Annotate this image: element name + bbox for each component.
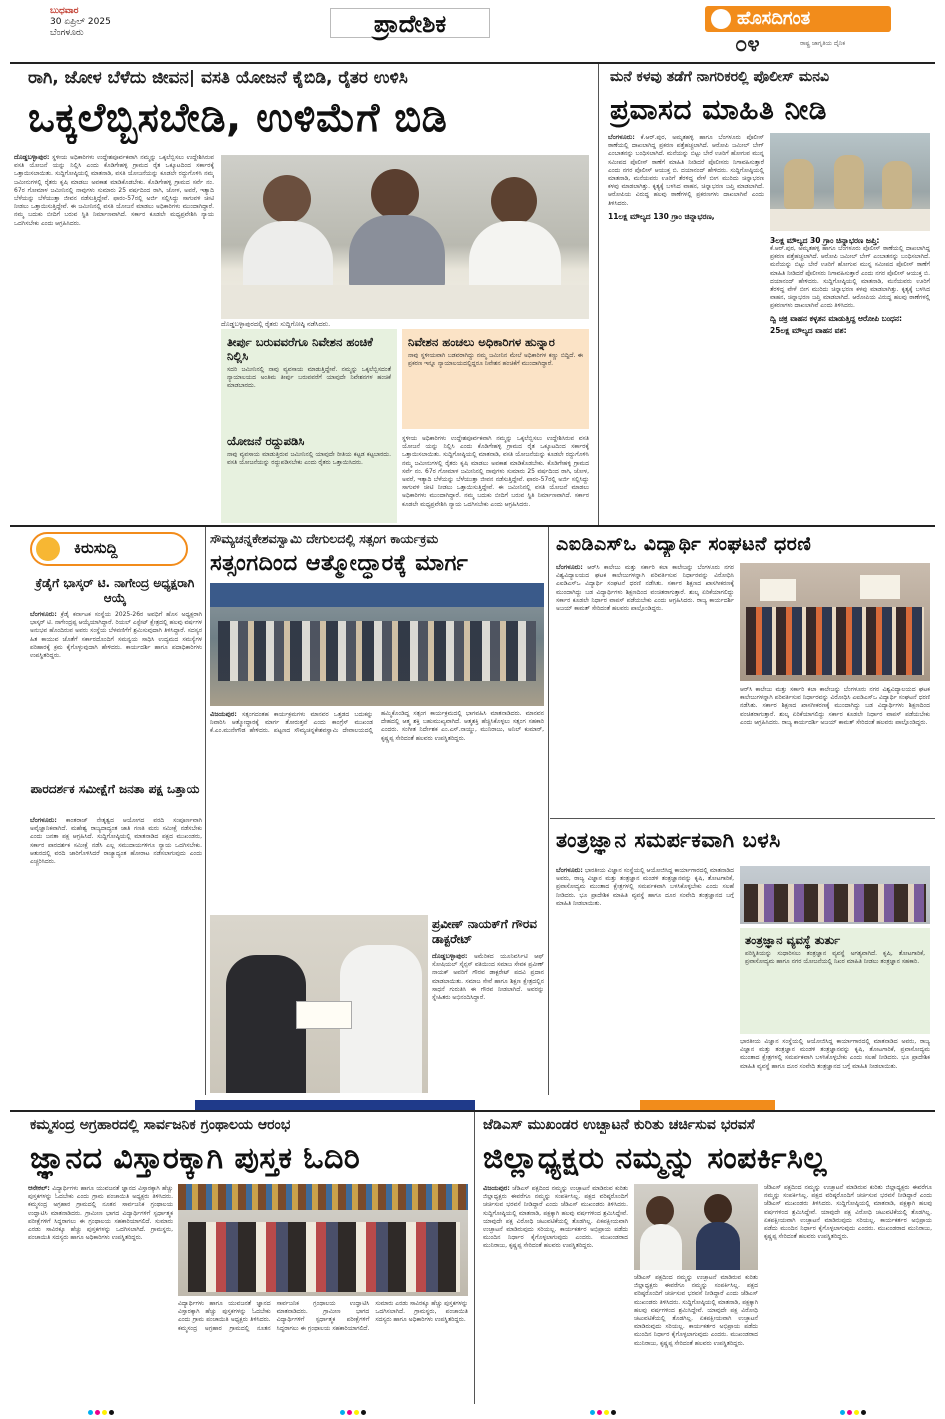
kirusuddi-item2-title: ಪಾರದರ್ಶಕ ಸಮೀಕ್ಷೆಗೆ ಜನತಾ ಪಕ್ಷ ಒತ್ತಾಯ — [30, 782, 200, 796]
section-title: ಪ್ರಾದೇಶಿಕ — [330, 8, 490, 38]
masthead-rule — [10, 62, 935, 64]
masthead-city: ಬೆಂಗಳೂರು — [50, 28, 84, 38]
story4-body: ಅಮೆರಿಕದ ಯೂನಿವರ್ಸಿಟಿ ಆಫ್ ಸೋಷಿಯಲ್ ಸೈನ್ಸಸ್ ವತಿಯಿಂದ ಸಮಾಜ ಸೇವಕ ಪ್ರವೀಣ್ ನಾಯಕ್ ಅವರಿಗೆ ಗೌರವ ಡಾಕ್ಟರೇಟ್ ಪದವಿ ಪ್ರದಾನ ಮಾಡಲಾಯಿತು. ಸಮಾಜ ಸೇವೆ ಹಾಗೂ ಶಿಕ್ಷಣ ಕ್ಷೇತ್ರದಲ್ಲಿನ ಸಾಧನೆ ಗುರುತಿಸಿ ಈ ಗೌರವ ನೀಡಲಾಗಿದೆ. ಅವರನ್ನು ಸ್ನೇಹಿತರು ಅಭಿನಂದಿಸಿದ್ದಾರೆ. — [432, 953, 544, 1002]
story8-headline: ಜಿಲ್ಲಾಧ್ಯಕ್ಷರು ನಮ್ಮನ್ನು ಸಂಪರ್ಕಿಸಿಲ್ಲ — [483, 1141, 827, 1176]
certificate — [296, 1001, 352, 1029]
row1-rule — [10, 525, 935, 527]
registration-marks — [590, 1410, 616, 1415]
story7-photo — [178, 1184, 468, 1296]
story3-body-block — [210, 710, 544, 915]
person-silhouette — [371, 169, 419, 219]
story3-headline: ಸತ್ಸಂಗದಿಂದ ಆತ್ಮೋದ್ಧಾರಕ್ಕೆ ಮಾರ್ಗ — [210, 551, 469, 576]
pointing-hand-icon — [36, 537, 60, 561]
story2-body-col2 — [770, 236, 930, 523]
placard — [860, 575, 900, 599]
story3-body: ಸತ್ಸಂಗದಂತಹ ಕಾರ್ಯಕ್ರಮಗಳು ಮಾನವರ ಒತ್ತಡದ ಬದುಕನ್ನು ನಿವಾರಿಸಿ ಆತ್ಮೋದ್ಧಾರಕ್ಕೆ ಮಾರ್ಗ ತೋರುತ್ತವೆ ಎಂದು ಕಾಂಗ್ರೆಸ್ ಮುಖಂಡ ಕೆ.ಎಂ.ಮುನೇಗೌಡ ಹೇಳಿದರು. ಪಟ್ಟಣದ ಸೌಮ್ಯಚನ್ನಕೇಶವಸ್ವಾಮಿ ದೇವಾಲಯದಲ್ಲಿ ಹಮ್ಮಿಕೊಂಡಿದ್ದ ಸತ್ಸಂಗ ಕಾರ್ಯಕ್ರಮದಲ್ಲಿ ಭಾಗವಹಿಸಿ ಮಾತನಾಡಿದರು. ಮಾನವನ ದೇಹದಲ್ಲಿ ಆತ್ಮ ಶಕ್ತಿ ಬಹುಮುಖ್ಯವಾಗಿದೆ. ಆತ್ಮಶಕ್ತಿ ಹೆಚ್ಚಿಸಿಕೊಳ್ಳಲು ಸತ್ಸಂಗ ಸಹಕಾರಿ ಎಂದರು. ಸಂಗೀತ ನಿರ್ದೇಶಕ ಎಂ.ಎಸ್.ನಾಯ್ಡು, ಮುನಿರಾಜು, ಅನಿಲ್ ಕುಮಾರ್, ಕೃಷ್ಣಪ್ಪ ಸೇರಿದಂತೆ ಹಲವರು ಉಪಸ್ಥಿತರಿದ್ದರು. — [210, 710, 544, 742]
story8-kicker: ಜೆಡಿಎಸ್ ಮುಖಂಡರ ಉಚ್ಛಾಟನೆ ಕುರಿತು ಚರ್ಚಿಸುವ ಭರವಸೆ — [483, 1117, 755, 1133]
story8-body-continued-2: ಜೆಡಿಎಸ್ ಪಕ್ಷದಿಂದ ನಮ್ಮನ್ನು ಉಚ್ಛಾಟನೆ ಮಾಡಿರುವ ಕುರಿತು ಜಿಲ್ಲಾಧ್ಯಕ್ಷರು ಈವರೆಗೂ ನಮ್ಮನ್ನು ಸಂಪರ್ಕಿಸಿಲ್ಲ. ಪಕ್ಷದ ವರಿಷ್ಠರೊಂದಿಗೆ ಚರ್ಚಿಸುವ ಭರವಸೆ ನೀಡಿದ್ದಾರೆ ಎಂದು ಜೆಡಿಎಸ್ ಮುಖಂಡರು ತಿಳಿಸಿದರು. ಸುದ್ದಿಗೋಷ್ಠಿಯಲ್ಲಿ ಮಾತನಾಡಿ, ಪಕ್ಷಕ್ಕಾಗಿ ಹಲವು ವರ್ಷಗಳಿಂದ ಶ್ರಮಿಸಿದ್ದೇವೆ. ಯಾವುದೇ ಪಕ್ಷ ವಿರೋಧಿ ಚಟುವಟಿಕೆಯಲ್ಲಿ ತೊಡಗಿಲ್ಲ. ಏಕಪಕ್ಷೀಯವಾಗಿ ಉಚ್ಛಾಟನೆ ಮಾಡಿರುವುದು ಸರಿಯಲ್ಲ. ಕಾರ್ಯಕರ್ತರ ಅಭಿಪ್ರಾಯ ಪಡೆದು ಮುಂದಿನ ನಿರ್ಧಾರ ಕೈಗೊಳ್ಳಲಾಗುವುದು ಎಂದರು. ಮುಖಂಡರಾದ ಮುನಿರಾಜು, ಕೃಷ್ಣಪ್ಪ ಸೇರಿದಂತೆ ಹಲವರು ಉಪಸ್ಥಿತರಿದ್ದರು. — [764, 1184, 932, 1241]
story6-box — [740, 928, 930, 1034]
story8-body-col3 — [764, 1184, 932, 1402]
story8-body-col1 — [483, 1184, 628, 1402]
date-block — [50, 6, 140, 39]
story1-box1-title: ತೀರ್ಪು ಬರುವವರೆಗೂ ನಿವೇಶನ ಹಂಚಿಕೆ ನಿಲ್ಲಿಸಿ — [227, 335, 373, 363]
kirusuddi-banner — [30, 532, 188, 566]
graduate-figure — [340, 945, 422, 1093]
kirusuddi-item2-body: ಕಾಂತರಾಜ್ ನೇತೃತ್ವದ ಆಯೋಗದ ವರದಿ ಸಂಪೂರ್ಣವಾಗಿ ಅವೈಜ್ಞಾನಿಕವಾಗಿದೆ. ಮಹೇಶ್ವ ರಾಜ್ಯದಾದ್ಯಂತ ಜಾತಿ ಗಣತಿ ಮರು ಸಮೀಕ್ಷೆ ನಡೆಸಬೇಕು ಎಂದು ಜನತಾ ಪಕ್ಷ ಆಗ್ರಹಿಸಿದೆ. ಸುದ್ದಿಗೋಷ್ಠಿಯಲ್ಲಿ ಮಾತನಾಡಿದ ಪಕ್ಷದ ಮುಖಂಡರು, ಸರ್ಕಾರ ಪಾರದರ್ಶಕ ಸಮೀಕ್ಷೆ ನಡೆಸಿ ಎಲ್ಲ ಸಮುದಾಯಗಳಿಗೂ ನ್ಯಾಯ ಒದಗಿಸಬೇಕು. ಆತುರದಲ್ಲಿ ವರದಿ ಜಾರಿಗೊಳಿಸಿದರೆ ರಾಜ್ಯಾದ್ಯಂತ ಹೋರಾಟ ನಡೆಸಲಾಗುವುದು ಎಂದು ಎಚ್ಚರಿಸಿದರು. — [30, 817, 202, 866]
registration-marks — [88, 1410, 114, 1415]
story1-photo-caption: ದೊಡ್ಡಬಳ್ಳಾಪುರದಲ್ಲಿ ರೈತರು ಸುದ್ದಿಗೋಷ್ಠಿ ನಡೆಸಿದರು. — [221, 320, 331, 328]
story5-photo — [740, 563, 930, 681]
story6-dateline: ಬೆಂಗಳೂರು: — [556, 866, 583, 874]
story6-body-col2 — [740, 1038, 930, 1093]
story2-sub2: 3ಲಕ್ಷ ಮೌಲ್ಯದ 30 ಗ್ರಾಂ ಚಿನ್ನಾಭರಣ ಜಪ್ತಿ: — [770, 236, 880, 245]
story6-body: ಭಾರತೀಯ ವಿಜ್ಞಾನ ಸಂಸ್ಥೆಯಲ್ಲಿ ಆಯೋಜಿಸಿದ್ದ ಕಾರ್ಯಾಗಾರದಲ್ಲಿ ಮಾತನಾಡಿದ ಅವರು, ರಾಜ್ಯ ವಿಜ್ಞಾನ ಮತ್ತು ತಂತ್ರಜ್ಞಾನ ಮಂಡಳಿ ತಂತ್ರಜ್ಞಾನವನ್ನು ಕೃಷಿ, ತೋಟಗಾರಿಕೆ, ಪ್ರವಾಸೋದ್ಯಮ ಮುಂತಾದ ಕ್ಷೇತ್ರಗಳಲ್ಲಿ ಸಮರ್ಪಕವಾಗಿ ಬಳಸಿಕೊಳ್ಳಬೇಕು ಎಂದು ಸಲಹೆ ನೀಡಿದರು. ಭೂ ಪ್ರಾದೇಶಿಕ ಮಾಹಿತಿ ವ್ಯವಸ್ಥೆ ಹಾಗೂ ದೂರ ಸಂವೇದಿ ತಂತ್ರಜ್ಞಾನದ ಬಗ್ಗೆ ಮಾಹಿತಿ ನೀಡಲಾಯಿತು. — [556, 867, 734, 907]
page-number: ೦೪ — [735, 32, 760, 57]
kirusuddi-label: ಕಿರುಸುದ್ದಿ — [74, 539, 118, 557]
story7-headline: ಜ್ಞಾನದ ವಿಸ್ತಾರಕ್ಕಾಗಿ ಪುಸ್ತಕ ಓದಿರಿ — [30, 1141, 361, 1176]
story8-body-col2 — [634, 1274, 758, 1402]
story2-sub4: 25ಲಕ್ಷ ಮೌಲ್ಯದ ವಾಹನ ವಶ: — [770, 325, 847, 335]
story1-box-green — [221, 329, 397, 523]
story1-box2-body: ನಾವು ವ್ಯವಸಾಯ ಮಾಡುತ್ತಿರುವ ಜಮೀನಿನಲ್ಲಿ ಯಾವುದೇ ರೀತಿಯ ಕಟ್ಟಡ ಕಟ್ಟಬಾರದು. ವಸತಿ ಯೋಜನೆಯನ್ನು ರದ್ದುಪಡಿಸಬೇಕು ಎಂದು ರೈತರು ಒತ್ತಾಯಿಸಿದರು. — [227, 451, 391, 467]
graduate-figure — [226, 955, 306, 1093]
person-silhouette — [646, 1196, 674, 1226]
person-silhouette — [349, 215, 445, 289]
story5-body: ಆರ್‌ಸಿ ಕಾಲೇಜು ಮತ್ತು ಸರ್ಕಾರಿ ಕಲಾ ಕಾಲೇಜನ್ನು ಬೆಂಗಳೂರು ನಗರ ವಿಶ್ವವಿದ್ಯಾಲಯದ ಘಟಕ ಕಾಲೇಜುಗಳನ್ನಾಗಿ ಪರಿವರ್ತಿಸುವ ನಿರ್ಧಾರವನ್ನು ವಿರೋಧಿಸಿ ಎಐಡಿಎಸ್ಒ ವಿದ್ಯಾರ್ಥಿ ಸಂಘಟನೆ ಧರಣಿ ನಡೆಸಿತು. ಸರ್ಕಾರ ಶಿಕ್ಷಣದ ಖಾಸಗೀಕರಣಕ್ಕೆ ಮುಂದಾಗಿದ್ದು ಬಡ ವಿದ್ಯಾರ್ಥಿಗಳು ಶಿಕ್ಷಣದಿಂದ ವಂಚಿತರಾಗುತ್ತಾರೆ. ಶುಲ್ಕ ಏರಿಕೆಯಾಗಲಿದ್ದು ಸರ್ಕಾರ ಕೂಡಲೇ ನಿರ್ಧಾರ ವಾಪಸ್ ಪಡೆಯಬೇಕು ಎಂದು ಆಗ್ರಹಿಸಿದರು. ರಾಜ್ಯ ಕಾರ್ಯದರ್ಶಿ ಅಜಯ್ ಕಾಮತ್ ಸೇರಿದಂತೆ ಹಲವರು ಪಾಲ್ಗೊಂಡಿದ್ದರು. — [556, 564, 734, 613]
story6-box-title: ತಂತ್ರಜ್ಞಾನ ವ್ಯವಸ್ಥೆ ತುರ್ತು — [745, 933, 841, 947]
masthead — [0, 0, 945, 62]
story5-kicker: ಎಐಡಿಎಸ್ಒ ವಿದ್ಯಾರ್ಥಿ ಸಂಘಟನೆ ಧರಣಿ — [556, 533, 812, 555]
story7-body-col1 — [28, 1184, 173, 1402]
story7-kicker: ಕಮ್ಮಸಂದ್ರ ಅಗ್ರಹಾರದಲ್ಲಿ ಸಾರ್ವಜನಿಕ ಗ್ರಂಥಾಲಯ ಆರಂಭ — [30, 1117, 291, 1133]
story2-kicker: ಮನೆ ಕಳವು ತಡೆಗೆ ನಾಗರಿಕರಲ್ಲಿ ಪೊಲೀಸ್ ಮನವಿ — [610, 69, 830, 85]
story8-dateline: ವಿಜಯಪುರ: — [483, 1184, 510, 1192]
kirusuddi-item1-body: ಕ್ರೆಡೈ ಕರ್ನಾಟಕ ಸಂಸ್ಥೆಯ 2025-26ರ ಅವಧಿಗೆ ಹೊಸ ಅಧ್ಯಕ್ಷರಾಗಿ ಭಾಸ್ಕರ್ ಟಿ. ನಾಗೇಂದ್ರಪ್ಪ ಆಯ್ಕೆಯಾಗಿದ್ದಾರೆ. ರಿಯಲ್ ಎಸ್ಟೇಟ್ ಕ್ಷೇತ್ರದಲ್ಲಿ ಹಲವು ವರ್ಷಗಳ ಅನುಭವ ಹೊಂದಿರುವ ಅವರು ಸಂಸ್ಥೆಯ ಬೆಳವಣಿಗೆಗೆ ಶ್ರಮಿಸುವುದಾಗಿ ತಿಳಿಸಿದ್ದಾರೆ. ಸದಸ್ಯರ ಹಿತ ಕಾಯುವ ಜೊತೆಗೆ ಸರ್ಕಾರದೊಂದಿಗೆ ಸಮನ್ವಯ ಸಾಧಿಸಿ ಉದ್ಯಮದ ಸಮಸ್ಯೆಗಳ ಪರಿಹಾರಕ್ಕೆ ಕ್ರಮ ಕೈಗೊಳ್ಳುವುದಾಗಿ ಹೇಳಿದರು. ಕಾರ್ಯದರ್ಶಿ ಹಾಗೂ ಪದಾಧಿಕಾರಿಗಳು ಉಪಸ್ಥಿತರಿದ್ದರು. — [30, 611, 202, 660]
story1-photo — [221, 155, 589, 319]
story5-body-continued: ಆರ್‌ಸಿ ಕಾಲೇಜು ಮತ್ತು ಸರ್ಕಾರಿ ಕಲಾ ಕಾಲೇಜನ್ನು ಬೆಂಗಳೂರು ನಗರ ವಿಶ್ವವಿದ್ಯಾಲಯದ ಘಟಕ ಕಾಲೇಜುಗಳನ್ನಾಗಿ ಪರಿವರ್ತಿಸುವ ನಿರ್ಧಾರವನ್ನು ವಿರೋಧಿಸಿ ಎಐಡಿಎಸ್ಒ ವಿದ್ಯಾರ್ಥಿ ಸಂಘಟನೆ ಧರಣಿ ನಡೆಸಿತು. ಸರ್ಕಾರ ಶಿಕ್ಷಣದ ಖಾಸಗೀಕರಣಕ್ಕೆ ಮುಂದಾಗಿದ್ದು ಬಡ ವಿದ್ಯಾರ್ಥಿಗಳು ಶಿಕ್ಷಣದಿಂದ ವಂಚಿತರಾಗುತ್ತಾರೆ. ಶುಲ್ಕ ಏರಿಕೆಯಾಗಲಿದ್ದು ಸರ್ಕಾರ ಕೂಡಲೇ ನಿರ್ಧಾರ ವಾಪಸ್ ಪಡೆಯಬೇಕು ಎಂದು ಆಗ್ರಹಿಸಿದರು. ರಾಜ್ಯ ಕಾರ್ಯದರ್ಶಿ ಅಜಯ್ ಕಾಮತ್ ಸೇರಿದಂತೆ ಹಲವರು ಪಾಲ್ಗೊಂಡಿದ್ದರು. — [740, 686, 930, 726]
story1-body-col1 — [14, 153, 214, 523]
story1-headline: ಒಕ್ಕಲೆಬ್ಬಿಸಬೇಡಿ, ಉಳಿಮೆಗೆ ಬಿಡಿ — [28, 95, 448, 141]
story1-dateline: ದೊಡ್ಡಬಳ್ಳಾಪುರ: — [14, 153, 50, 161]
story2-headline: ಪ್ರವಾಸದ ಮಾಹಿತಿ ನೀಡಿ — [610, 93, 827, 126]
story1-body-continued: ಸ್ಥಳೀಯ ಅಧಿಕಾರಿಗಳು ಉದ್ದೇಶಪೂರ್ವಕವಾಗಿ ನಮ್ಮನ್ನು ಒಕ್ಕಲೆಬ್ಬಿಸಲು ಉದ್ದೇಶಿಸಿರುವ ವಸತಿ ಯೋಜನೆ ಯನ್ನು ನಿಲ್ಲಿಸಿ ಎಂದು ಕೊಡಿಗೇಹಳ್ಳಿ ಗ್ರಾಮದ ರೈತ ಒಕ್ಕೂಟದಿಂದ ಸರ್ಕಾರಕ್ಕೆ ಒತ್ತಾಯಿಸಲಾಯಿತು. ಸುದ್ದಿಗೋಷ್ಠಿಯಲ್ಲಿ ಮಾತನಾಡಿ, ವಸತಿ ಯೋಜನೆಯನ್ನು ಕೂಡಲೇ ರದ್ದುಗೊಳಿಸಿ ನಮ್ಮ ಜಮೀನುಗಳಲ್ಲಿ ರೈತರು ಕೃಷಿ ಮಾಡಲು ಅವಕಾಶ ಮಾಡಿಕೊಡಬೇಕು. ಕೊಡಿಗೇಹಳ್ಳಿ ಗ್ರಾಮದ ಸರ್ವೆ ನಂ. 67ರ ಗೋಮಾಳ ಜಮೀನಿನಲ್ಲಿ ನಾವುಗಳು ಸುಮಾರು 25 ವರ್ಷದಿಂದ ರಾಗಿ, ಜೋಳ, ಅವರೆ, ಇತ್ಯಾದಿ ಬೆಳೆಯನ್ನು ಬೆಳೆಯುತ್ತಾ ಜೀವನ ನಡೆಸುತ್ತಿದ್ದೇವೆ. ಫಾರಂ-57ರಲ್ಲಿ ಅರ್ಜಿ ಸಲ್ಲಿಸಿದ್ದು ಸಾಗುವಳಿ ಚೀಟಿ ನೀಡಲು ಒತ್ತಾಯಿಸುತ್ತಿದ್ದೇವೆ. ಈ ಜಮೀನಿನಲ್ಲಿ ವಸತಿ ಯೋಜನೆ ಮಾಡಲು ಅಧಿಕಾರಿಗಳು ಮುಂದಾಗಿದ್ದಾರೆ. ನಮ್ಮ ಬದುಕು ಬೀದಿಗೆ ಬರುವ ಸ್ಥಿತಿ ನಿರ್ಮಾಣವಾಗಿದೆ. ಸರ್ಕಾರ ಕೂಡಲೇ ಮಧ್ಯಪ್ರವೇಶಿಸಿ ನ್ಯಾಯ ಒದಗಿಸಬೇಕು ಎಂದು ಆಗ್ರಹಿಸಿದರು. — [402, 435, 589, 508]
person-silhouette — [696, 1222, 740, 1270]
registration-marks — [840, 1410, 866, 1415]
story4-kicker: ಪ್ರವೀಣ್ ನಾಯಕ್‌ಗೆ ಗೌರವ ಡಾಕ್ಟರೇಟ್ — [432, 917, 537, 946]
bookshelf — [178, 1184, 468, 1210]
story5-story6-rule — [550, 818, 935, 819]
kirusuddi-item2-body-block — [30, 816, 202, 1091]
kirusuddi-divider — [205, 527, 206, 1095]
story2-photo — [770, 133, 930, 231]
story1-box1-body: ಸದರಿ ಜಮೀನಿನಲ್ಲಿ ನಾವು ವ್ಯವಸಾಯ ಮಾಡುತ್ತಿದ್ದೇವೆ. ನಮ್ಮನ್ನು ಒಕ್ಕಲೆಬ್ಬಿಸದಂತೆ ನ್ಯಾಯಾಲಯದ ಅಂತಿಮ ತೀರ್ಪು ಬರುವವರೆಗೆ ಯಾವುದೇ ನಿವೇಶನಗಳ ಹಂಚಿಕೆ ಮಾಡಬಾರದು. — [227, 366, 391, 390]
kirusuddi-item1-body-block — [30, 610, 202, 786]
kirusuddi-item1-dateline: ಬೆಂಗಳೂರು: — [30, 610, 57, 618]
person-silhouette — [704, 1194, 732, 1224]
masthead-date: 30 ಏಪ್ರಿಲ್ 2025 — [50, 17, 111, 27]
story2-body-continued: ಕೆ.ಆರ್.ಪುರ, ಅಮೃತಹಳ್ಳಿ ಹಾಗೂ ಬೆಂಗಳೂರು ಪೊಲೀಸ್ ಠಾಣೆಯಲ್ಲಿ ದಾಖಲಾಗಿದ್ದ ಪ್ರಕರಣ ಪತ್ತೆಹಚ್ಚಲಾಗಿದೆ. ಆರೋಪಿ ಜಮೀಲ್ ಬೇಗ್ ಎಂಬಾತನನ್ನು ಬಂಧಿಸಲಾಗಿದೆ. ಮನೆಯನ್ನು ಬಿಟ್ಟು ಬೇರೆ ಊರಿಗೆ ಹೋಗುವ ಮುನ್ನ ಸಮೀಪದ ಪೊಲೀಸ್ ಠಾಣೆಗೆ ಮಾಹಿತಿ ನೀಡಿದರೆ ಪೊಲೀಸರು ನಿಗಾವಹಿಸುತ್ತಾರೆ ಎಂದು ನಗರ ಪೊಲೀಸ್ ಆಯುಕ್ತ ಬಿ. ದಯಾನಂದ್ ಹೇಳಿದರು. ಸುದ್ದಿಗೋಷ್ಠಿಯಲ್ಲಿ ಮಾತನಾಡಿ, ಮನೆಯವರು ಊರಿಗೆ ತೆರಳಿದ್ದ ವೇಳೆ ಬೀಗ ಮುರಿದು ಚಿನ್ನಾಭರಣ ಕಳವು ಮಾಡಲಾಗಿತ್ತು. ಕೃತ್ಯಕ್ಕೆ ಬಳಸಿದ ವಾಹನ, ಚಿನ್ನಾಭರಣ ಜಪ್ತಿ ಮಾಡಲಾಗಿದೆ. ಆರೋಪಿಯ ವಿರುದ್ಧ ಹಲವು ಠಾಣೆಗಳಲ್ಲಿ ಪ್ರಕರಣಗಳು ದಾಖಲಾಗಿವೆ ಎಂದು ತಿಳಿಸಿದರು. — [770, 245, 930, 310]
story3-story5-divider — [548, 527, 549, 1095]
story1-body-col3 — [402, 435, 589, 523]
story6-photo — [740, 866, 930, 924]
story1-box-peach — [402, 329, 589, 429]
person-silhouette — [263, 175, 311, 223]
story6-body-block — [556, 866, 734, 1094]
decor-strip-orange — [640, 1100, 775, 1110]
story7-body-col2 — [178, 1300, 468, 1402]
police-figure — [882, 161, 912, 209]
decor-strip-blue — [195, 1100, 475, 1110]
story1-body: ಸ್ಥಳೀಯ ಅಧಿಕಾರಿಗಳು ಉದ್ದೇಶಪೂರ್ವಕವಾಗಿ ನಮ್ಮನ್ನು ಒಕ್ಕಲೆಬ್ಬಿಸಲು ಉದ್ದೇಶಿಸಿರುವ ವಸತಿ ಯೋಜನೆ ಯನ್ನು ನಿಲ್ಲಿಸಿ ಎಂದು ಕೊಡಿಗೇಹಳ್ಳಿ ಗ್ರಾಮದ ರೈತ ಒಕ್ಕೂಟದಿಂದ ಸರ್ಕಾರಕ್ಕೆ ಒತ್ತಾಯಿಸಲಾಯಿತು. ಸುದ್ದಿಗೋಷ್ಠಿಯಲ್ಲಿ ಮಾತನಾಡಿ, ವಸತಿ ಯೋಜನೆಯನ್ನು ಕೂಡಲೇ ರದ್ದುಗೊಳಿಸಿ ನಮ್ಮ ಜಮೀನುಗಳಲ್ಲಿ ರೈತರು ಕೃಷಿ ಮಾಡಲು ಅವಕಾಶ ಮಾಡಿಕೊಡಬೇಕು. ಕೊಡಿಗೇಹಳ್ಳಿ ಗ್ರಾಮದ ಸರ್ವೆ ನಂ. 67ರ ಗೋಮಾಳ ಜಮೀನಿನಲ್ಲಿ ನಾವುಗಳು ಸುಮಾರು 25 ವರ್ಷದಿಂದ ರಾಗಿ, ಜೋಳ, ಅವರೆ, ಇತ್ಯಾದಿ ಬೆಳೆಯನ್ನು ಬೆಳೆಯುತ್ತಾ ಜೀವನ ನಡೆಸುತ್ತಿದ್ದೇವೆ. ಫಾರಂ-57ರಲ್ಲಿ ಅರ್ಜಿ ಸಲ್ಲಿಸಿದ್ದು ಸಾಗುವಳಿ ಚೀಟಿ ನೀಡಲು ಒತ್ತಾಯಿಸುತ್ತಿದ್ದೇವೆ. ಈ ಜಮೀನಿನಲ್ಲಿ ವಸತಿ ಯೋಜನೆ ಮಾಡಲು ಅಧಿಕಾರಿಗಳು ಮುಂದಾಗಿದ್ದಾರೆ. ನಮ್ಮ ಬದುಕು ಬೀದಿಗೆ ಬರುವ ಸ್ಥಿತಿ ನಿರ್ಮಾಣವಾಗಿದೆ. ಸರ್ಕಾರ ಕೂಡಲೇ ಮಧ್ಯಪ್ರವೇಶಿಸಿ ನ್ಯಾಯ ಒದಗಿಸಬೇಕು ಎಂದು ಆಗ್ರಹಿಸಿದರು. — [14, 154, 214, 227]
story2-body-col1 — [608, 133, 764, 523]
person-silhouette — [640, 1224, 682, 1270]
story6-kicker: ತಂತ್ರಜ್ಞಾನ ಸಮರ್ಪಕವಾಗಿ ಬಳಸಿ — [556, 828, 781, 852]
police-figure — [784, 159, 814, 209]
story7-dateline: ಆನೇಕಲ್: — [28, 1184, 50, 1192]
story3-dateline: ವಿಜಯಪುರ: — [210, 710, 237, 718]
story3-kicker: ಸೌಮ್ಯಚನ್ನಕೇಶವಸ್ವಾಮಿ ದೇಗುಲದಲ್ಲಿ ಸತ್ಸಂಗ ಕಾರ್ಯಕ್ರಮ — [210, 531, 439, 546]
story1-col-divider — [598, 64, 599, 526]
protester-group — [746, 607, 924, 675]
table-surface — [221, 285, 589, 319]
story2-sub3: ದ್ವಿ ಚಕ್ರ ವಾಹನ ಕಳ್ಳತನ ಮಾಡುತ್ತಿದ್ದ ಆರೋಪಿ ಬಂಧನ: — [770, 313, 903, 323]
story7-body-continued: ವಿದ್ಯಾರ್ಥಿಗಳು ಹಾಗೂ ಯುವಜನತೆ ಜ್ಞಾನದ ವಿಸ್ತಾರಕ್ಕಾಗಿ ಹೆಚ್ಚು ಪುಸ್ತಕಗಳನ್ನು ಓದಬೇಕು ಎಂದು ಗ್ರಾಮ ಪಂಚಾಯಿತಿ ಅಧ್ಯಕ್ಷರು ತಿಳಿಸಿದರು. ಕಮ್ಮಸಂದ್ರ ಅಗ್ರಹಾರ ಗ್ರಾಮದಲ್ಲಿ ನೂತನ ಸಾರ್ವಜನಿಕ ಗ್ರಂಥಾಲಯ ಉದ್ಘಾಟಿಸಿ ಮಾತನಾಡಿದರು. ಗ್ರಾಮೀಣ ಭಾಗದ ವಿದ್ಯಾರ್ಥಿಗಳಿಗೆ ಸ್ಪರ್ಧಾತ್ಮಕ ಪರೀಕ್ಷೆಗಳಿಗೆ ಸಿದ್ಧರಾಗಲು ಈ ಗ್ರಂಥಾಲಯ ಸಹಕಾರಿಯಾಗಲಿದೆ. ಸುಮಾರು ಎರಡು ಸಾವಿರಕ್ಕೂ ಹೆಚ್ಚು ಪುಸ್ತಕಗಳನ್ನು ಒದಗಿಸಲಾಗಿದೆ. ಗ್ರಾಮಸ್ಥರು, ಪಂಚಾಯಿತಿ ಸದಸ್ಯರು ಹಾಗೂ ಅಧಿಕಾರಿಗಳು ಉಪಸ್ಥಿತರಿದ್ದರು. — [178, 1300, 468, 1332]
story8-body: ಜೆಡಿಎಸ್ ಪಕ್ಷದಿಂದ ನಮ್ಮನ್ನು ಉಚ್ಛಾಟನೆ ಮಾಡಿರುವ ಕುರಿತು ಜಿಲ್ಲಾಧ್ಯಕ್ಷರು ಈವರೆಗೂ ನಮ್ಮನ್ನು ಸಂಪರ್ಕಿಸಿಲ್ಲ. ಪಕ್ಷದ ವರಿಷ್ಠರೊಂದಿಗೆ ಚರ್ಚಿಸುವ ಭರವಸೆ ನೀಡಿದ್ದಾರೆ ಎಂದು ಜೆಡಿಎಸ್ ಮುಖಂಡರು ತಿಳಿಸಿದರು. ಸುದ್ದಿಗೋಷ್ಠಿಯಲ್ಲಿ ಮಾತನಾಡಿ, ಪಕ್ಷಕ್ಕಾಗಿ ಹಲವು ವರ್ಷಗಳಿಂದ ಶ್ರಮಿಸಿದ್ದೇವೆ. ಯಾವುದೇ ಪಕ್ಷ ವಿರೋಧಿ ಚಟುವಟಿಕೆಯಲ್ಲಿ ತೊಡಗಿಲ್ಲ. ಏಕಪಕ್ಷೀಯವಾಗಿ ಉಚ್ಛಾಟನೆ ಮಾಡಿರುವುದು ಸರಿಯಲ್ಲ. ಕಾರ್ಯಕರ್ತರ ಅಭಿಪ್ರಾಯ ಪಡೆದು ಮುಂದಿನ ನಿರ್ಧಾರ ಕೈಗೊಳ್ಳಲಾಗುವುದು ಎಂದರು. ಮುಖಂಡರಾದ ಮುನಿರಾಜು, ಕೃಷ್ಣಪ್ಪ ಸೇರಿದಂತೆ ಹಲವರು ಉಪಸ್ಥಿತರಿದ್ದರು. — [483, 1185, 628, 1250]
story5-body-block — [556, 563, 734, 813]
story3-photo — [210, 583, 544, 706]
kirusuddi-item2-dateline: ಬೆಂಗಳೂರು: — [30, 816, 57, 824]
story1-kicker: ರಾಗಿ, ಜೋಳ ಬೆಳೆದು ಜೀವನ| ವಸತಿ ಯೋಜನೆ ಕೈಬಿಡಿ, ರೈತರ ಉಳಿಸಿ — [28, 68, 408, 88]
logo-emblem-icon — [711, 9, 731, 29]
audience-row — [744, 884, 926, 922]
paper-name: ಹೊಸದಿಗಂತ — [737, 8, 811, 29]
person-silhouette — [243, 221, 333, 291]
story1-box3-body: ನಾವು ಸ್ಥಳೀಯವಾಗಿ ಬಡವರಾಗಿದ್ದು ನಮ್ಮ ಜಮೀನಿನ ಮೇಲೆ ಅಧಿಕಾರಿಗಳ ಕಣ್ಣು ಬಿದ್ದಿದೆ. ಈ ಪ್ರಕರಣ ಇನ್ನೂ ನ್ಯಾಯಾಲಯದಲ್ಲಿದ್ದರೂ ನಿವೇಶನ ಹಂಚಿಕೆಗೆ ಮುಂದಾಗಿದ್ದಾರೆ. — [408, 352, 583, 368]
story4-photo — [210, 915, 428, 1093]
paper-logo — [705, 6, 891, 32]
row2-rule — [10, 1110, 935, 1112]
story4-body-block — [432, 952, 544, 1090]
story2-dateline: ಬೆಂಗಳೂರು: — [608, 133, 635, 141]
story7-body: ವಿದ್ಯಾರ್ಥಿಗಳು ಹಾಗೂ ಯುವಜನತೆ ಜ್ಞಾನದ ವಿಸ್ತಾರಕ್ಕಾಗಿ ಹೆಚ್ಚು ಪುಸ್ತಕಗಳನ್ನು ಓದಬೇಕು ಎಂದು ಗ್ರಾಮ ಪಂಚಾಯಿತಿ ಅಧ್ಯಕ್ಷರು ತಿಳಿಸಿದರು. ಕಮ್ಮಸಂದ್ರ ಅಗ್ರಹಾರ ಗ್ರಾಮದಲ್ಲಿ ನೂತನ ಸಾರ್ವಜನಿಕ ಗ್ರಂಥಾಲಯ ಉದ್ಘಾಟಿಸಿ ಮಾತನಾಡಿದರು. ಗ್ರಾಮೀಣ ಭಾಗದ ವಿದ್ಯಾರ್ಥಿಗಳಿಗೆ ಸ್ಪರ್ಧಾತ್ಮಕ ಪರೀಕ್ಷೆಗಳಿಗೆ ಸಿದ್ಧರಾಗಲು ಈ ಗ್ರಂಥಾಲಯ ಸಹಕಾರಿಯಾಗಲಿದೆ. ಸುಮಾರು ಎರಡು ಸಾವಿರಕ್ಕೂ ಹೆಚ್ಚು ಪುಸ್ತಕಗಳನ್ನು ಒದಗಿಸಲಾಗಿದೆ. ಗ್ರಾಮಸ್ಥರು, ಪಂಚಾಯಿತಿ ಸದಸ್ಯರು ಹಾಗೂ ಅಧಿಕಾರಿಗಳು ಉಪಸ್ಥಿತರಿದ್ದರು. — [28, 1185, 173, 1242]
story5-body-col2 — [740, 686, 930, 813]
person-silhouette — [491, 177, 537, 225]
story5-dateline: ಬೆಂಗಳೂರು: — [556, 563, 583, 571]
paper-tagline: ರಾಷ್ಟ್ರ ಜಾಗೃತಿಯ ದೈನಿಕ — [800, 40, 846, 47]
police-figure — [834, 155, 864, 209]
person-silhouette — [469, 221, 561, 291]
table-surface — [770, 209, 930, 231]
story2-sub1: 11ಲಕ್ಷ ಮೌಲ್ಯದ 130 ಗ್ರಾಂ ಚಿನ್ನಾಭರಣ, — [608, 211, 715, 221]
group-row — [218, 621, 536, 681]
story1-box3-title: ನಿವೇಶನ ಹಂಚಲು ಅಧಿಕಾರಿಗಳ ಹುನ್ನಾರ — [408, 335, 555, 349]
story6-body-continued: ಭಾರತೀಯ ವಿಜ್ಞಾನ ಸಂಸ್ಥೆಯಲ್ಲಿ ಆಯೋಜಿಸಿದ್ದ ಕಾರ್ಯಾಗಾರದಲ್ಲಿ ಮಾತನಾಡಿದ ಅವರು, ರಾಜ್ಯ ವಿಜ್ಞಾನ ಮತ್ತು ತಂತ್ರಜ್ಞಾನ ಮಂಡಳಿ ತಂತ್ರಜ್ಞಾನವನ್ನು ಕೃಷಿ, ತೋಟಗಾರಿಕೆ, ಪ್ರವಾಸೋದ್ಯಮ ಮುಂತಾದ ಕ್ಷೇತ್ರಗಳಲ್ಲಿ ಸಮರ್ಪಕವಾಗಿ ಬಳಸಿಕೊಳ್ಳಬೇಕು ಎಂದು ಸಲಹೆ ನೀಡಿದರು. ಭೂ ಪ್ರಾದೇಶಿಕ ಮಾಹಿತಿ ವ್ಯವಸ್ಥೆ ಹಾಗೂ ದೂರ ಸಂವೇದಿ ತಂತ್ರಜ್ಞಾನದ ಬಗ್ಗೆ ಮಾಹಿತಿ ನೀಡಲಾಯಿತು. — [740, 1038, 930, 1070]
story1-box2-title: ಯೋಜನೆ ರದ್ದುಪಡಿಸಿ — [227, 434, 305, 448]
story7-story8-divider — [474, 1112, 475, 1404]
registration-marks — [340, 1410, 366, 1415]
story4-dateline: ದೊಡ್ಡಬಳ್ಳಾಪುರ: — [432, 952, 468, 960]
story8-photo — [634, 1184, 758, 1270]
people-group — [188, 1222, 460, 1292]
kirusuddi-item1-title: ಕ್ರೆಡೈಗೆ ಭಾಸ್ಕರ್ ಟಿ. ನಾಗೇಂದ್ರ ಅಧ್ಯಕ್ಷರಾಗಿ ಆಯ್ಕೆ — [35, 576, 195, 605]
story8-body-continued: ಜೆಡಿಎಸ್ ಪಕ್ಷದಿಂದ ನಮ್ಮನ್ನು ಉಚ್ಛಾಟನೆ ಮಾಡಿರುವ ಕುರಿತು ಜಿಲ್ಲಾಧ್ಯಕ್ಷರು ಈವರೆಗೂ ನಮ್ಮನ್ನು ಸಂಪರ್ಕಿಸಿಲ್ಲ. ಪಕ್ಷದ ವರಿಷ್ಠರೊಂದಿಗೆ ಚರ್ಚಿಸುವ ಭರವಸೆ ನೀಡಿದ್ದಾರೆ ಎಂದು ಜೆಡಿಎಸ್ ಮುಖಂಡರು ತಿಳಿಸಿದರು. ಸುದ್ದಿಗೋಷ್ಠಿಯಲ್ಲಿ ಮಾತನಾಡಿ, ಪಕ್ಷಕ್ಕಾಗಿ ಹಲವು ವರ್ಷಗಳಿಂದ ಶ್ರಮಿಸಿದ್ದೇವೆ. ಯಾವುದೇ ಪಕ್ಷ ವಿರೋಧಿ ಚಟುವಟಿಕೆಯಲ್ಲಿ ತೊಡಗಿಲ್ಲ. ಏಕಪಕ್ಷೀಯವಾಗಿ ಉಚ್ಛಾಟನೆ ಮಾಡಿರುವುದು ಸರಿಯಲ್ಲ. ಕಾರ್ಯಕರ್ತರ ಅಭಿಪ್ರಾಯ ಪಡೆದು ಮುಂದಿನ ನಿರ್ಧಾರ ಕೈಗೊಳ್ಳಲಾಗುವುದು ಎಂದರು. ಮುಖಂಡರಾದ ಮುನಿರಾಜು, ಕೃಷ್ಣಪ್ಪ ಸೇರಿದಂತೆ ಹಲವರು ಉಪಸ್ಥಿತರಿದ್ದರು. — [634, 1274, 758, 1347]
story2-body: ಕೆ.ಆರ್.ಪುರ, ಅಮೃತಹಳ್ಳಿ ಹಾಗೂ ಬೆಂಗಳೂರು ಪೊಲೀಸ್ ಠಾಣೆಯಲ್ಲಿ ದಾಖಲಾಗಿದ್ದ ಪ್ರಕರಣ ಪತ್ತೆಹಚ್ಚಲಾಗಿದೆ. ಆರೋಪಿ ಜಮೀಲ್ ಬೇಗ್ ಎಂಬಾತನನ್ನು ಬಂಧಿಸಲಾಗಿದೆ. ಮನೆಯನ್ನು ಬಿಟ್ಟು ಬೇರೆ ಊರಿಗೆ ಹೋಗುವ ಮುನ್ನ ಸಮೀಪದ ಪೊಲೀಸ್ ಠಾಣೆಗೆ ಮಾಹಿತಿ ನೀಡಿದರೆ ಪೊಲೀಸರು ನಿಗಾವಹಿಸುತ್ತಾರೆ ಎಂದು ನಗರ ಪೊಲೀಸ್ ಆಯುಕ್ತ ಬಿ. ದಯಾನಂದ್ ಹೇಳಿದರು. ಸುದ್ದಿಗೋಷ್ಠಿಯಲ್ಲಿ ಮಾತನಾಡಿ, ಮನೆಯವರು ಊರಿಗೆ ತೆರಳಿದ್ದ ವೇಳೆ ಬೀಗ ಮುರಿದು ಚಿನ್ನಾಭರಣ ಕಳವು ಮಾಡಲಾಗಿತ್ತು. ಕೃತ್ಯಕ್ಕೆ ಬಳಸಿದ ವಾಹನ, ಚಿನ್ನಾಭರಣ ಜಪ್ತಿ ಮಾಡಲಾಗಿದೆ. ಆರೋಪಿಯ ವಿರುದ್ಧ ಹಲವು ಠಾಣೆಗಳಲ್ಲಿ ಪ್ರಕರಣಗಳು ದಾಖಲಾಗಿವೆ ಎಂದು ತಿಳಿಸಿದರು. — [608, 134, 764, 207]
masthead-day: ಬುಧವಾರ — [50, 6, 79, 16]
banner-strip — [210, 583, 544, 607]
story6-box-body: ಪರಿಸ್ಥಿತಿಯನ್ನು ಸುಧಾರಿಸಲು ತಂತ್ರಜ್ಞಾನ ವ್ಯವಸ್ಥೆ ಅಗತ್ಯವಾಗಿದೆ. ಕೃಷಿ, ತೋಟಗಾರಿಕೆ, ಪ್ರವಾಸೋದ್ಯಮ ಹಾಗೂ ನಗರ ಯೋಜನೆಯಲ್ಲಿ ನಿಖರ ಮಾಹಿತಿ ನೀಡಲು ತಂತ್ರಜ್ಞಾನ ಸಹಕಾರಿ. — [745, 950, 925, 966]
placard — [760, 579, 796, 601]
